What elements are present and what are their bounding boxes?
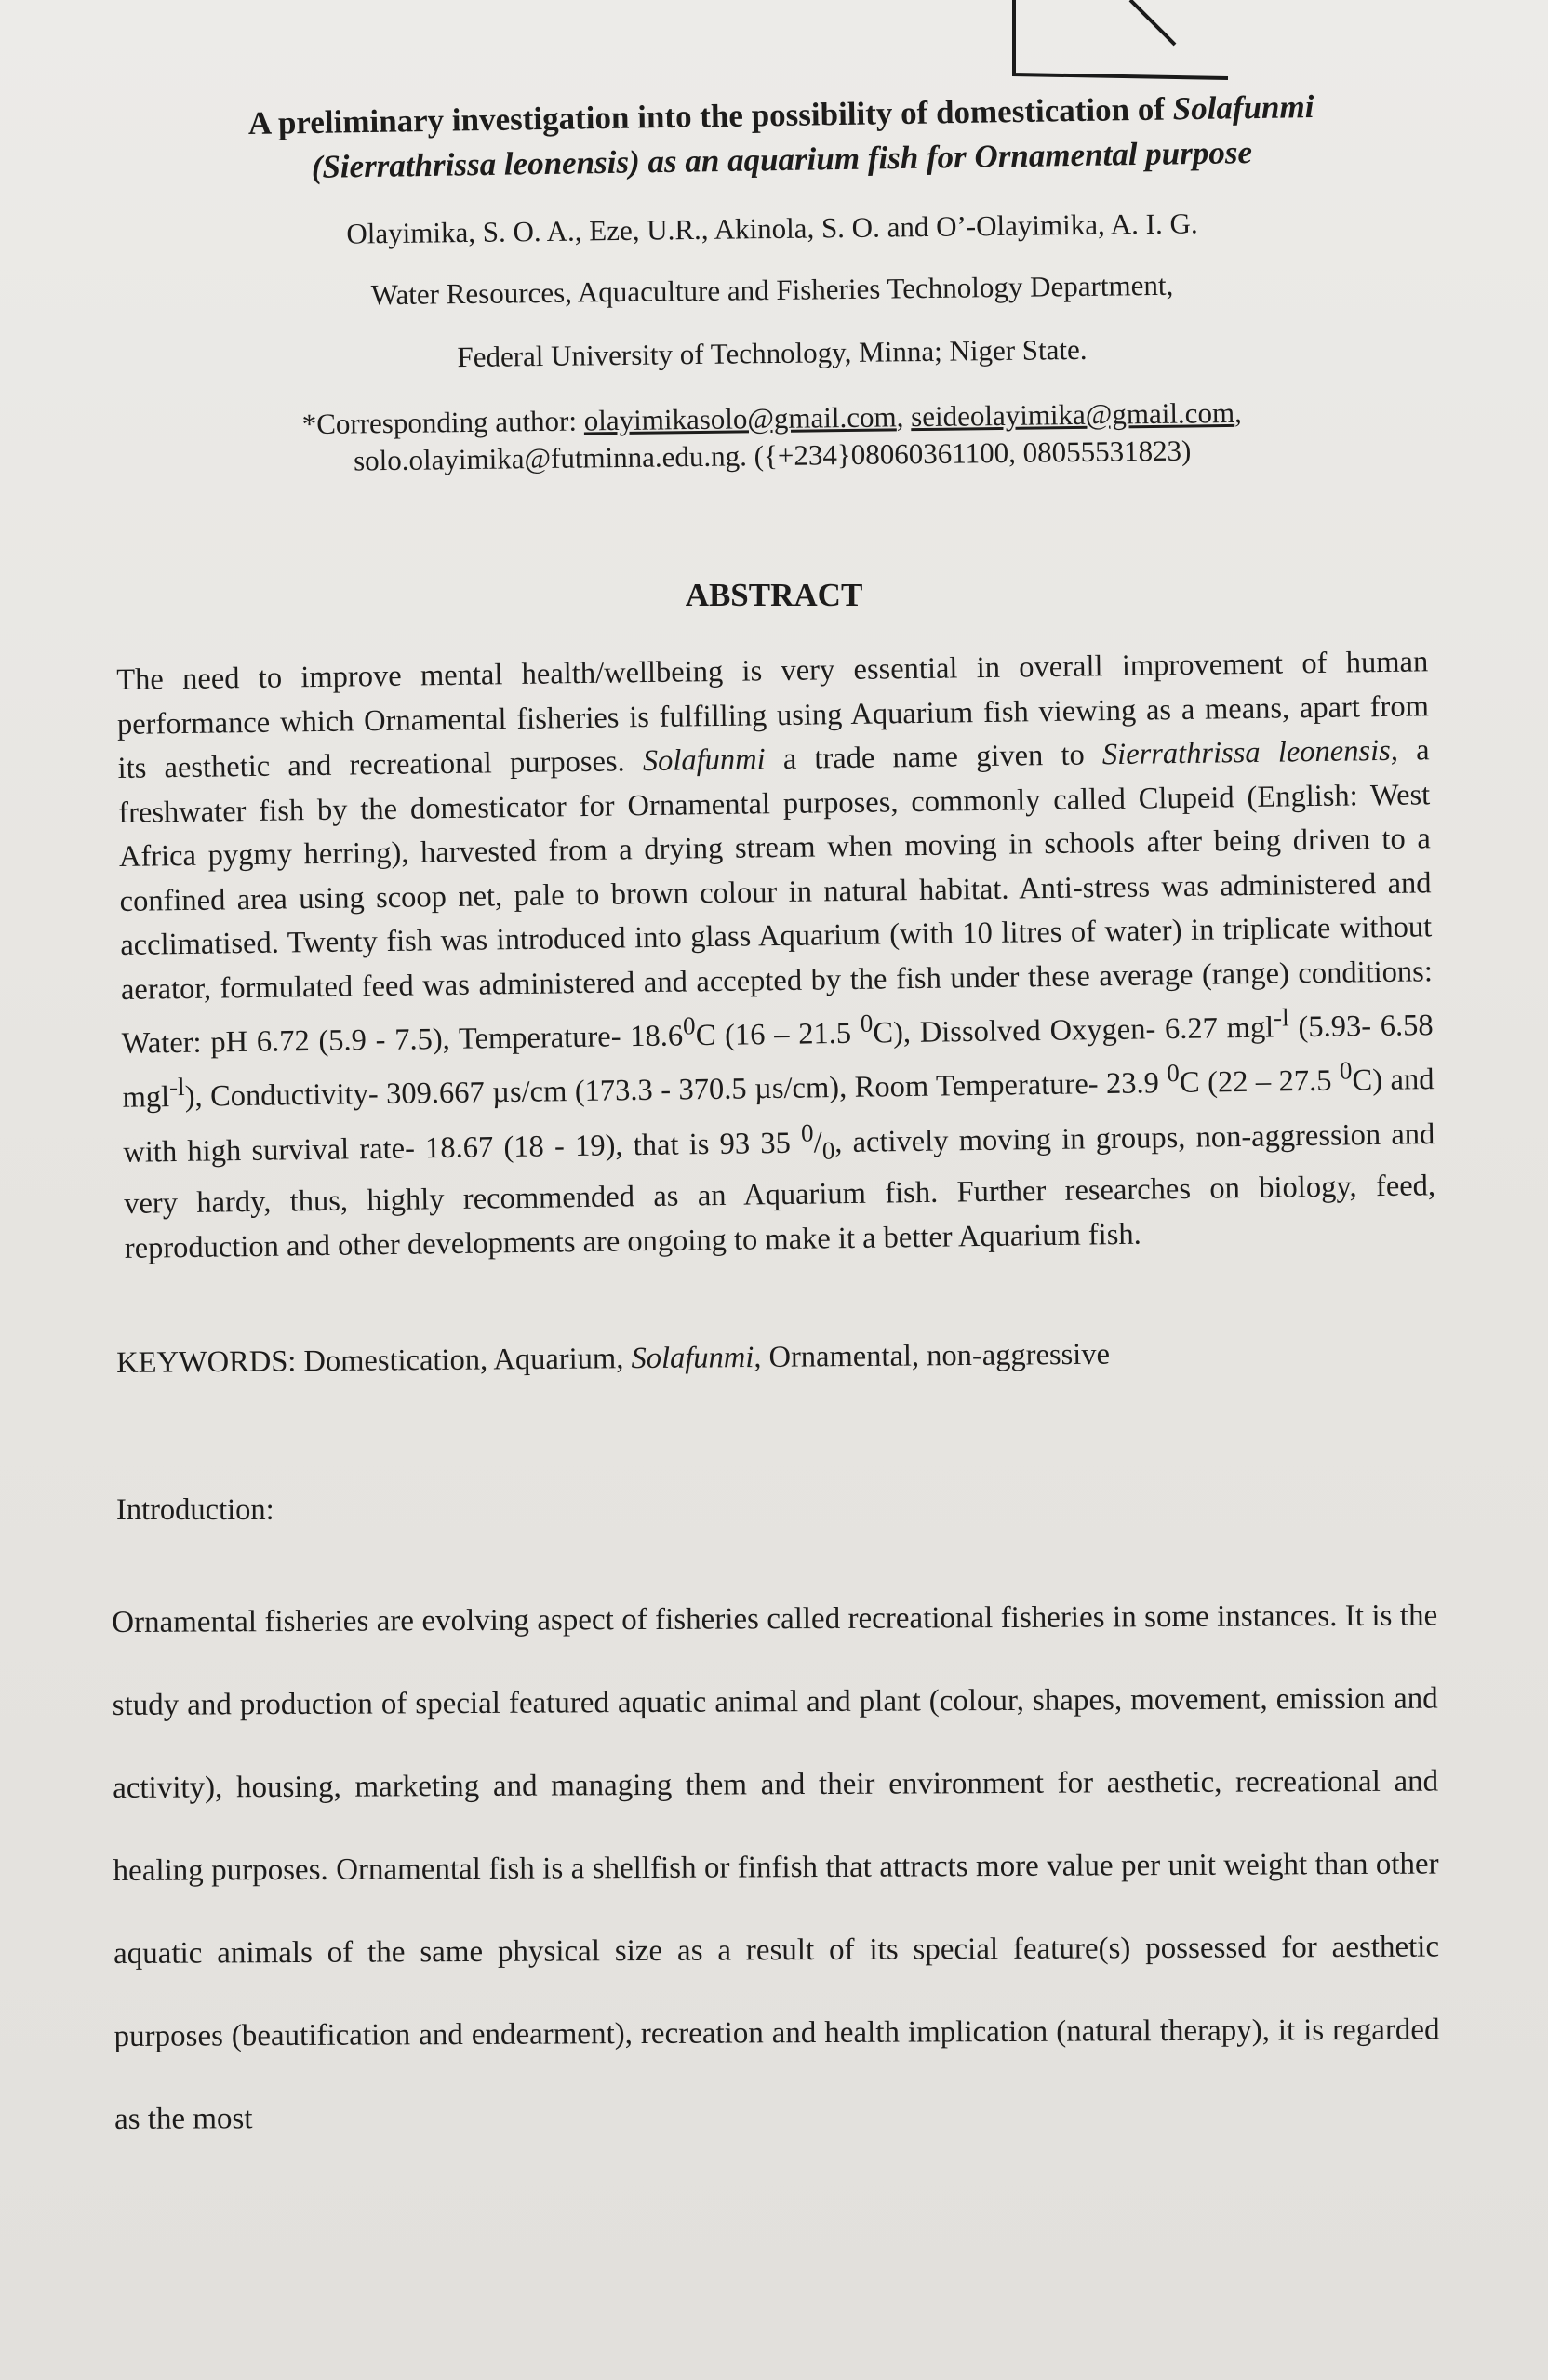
affiliation-line-1: Water Resources, Aquaculture and Fisheries Technology Department, <box>370 268 1174 312</box>
keyword-trade-name: Solafunmi, <box>631 1340 762 1376</box>
keywords-line <box>116 1336 1326 1381</box>
separator: , <box>1234 395 1243 429</box>
email-3: solo.olayimika@futminna.edu.ng. <box>353 439 748 477</box>
email-link-2[interactable]: seideolayimika@gmail.com <box>910 395 1235 434</box>
title-trade-name: Solafunmi <box>1172 88 1314 127</box>
title-text-1: A preliminary investigation into the possibility of domestication of <box>247 90 1173 141</box>
abstract-heading: ABSTRACT <box>685 577 863 613</box>
separator: , <box>896 400 912 434</box>
keywords-label: KEYWORDS: Domestication, Aquarium, <box>116 1342 632 1380</box>
affiliation-line-2: Federal University of Technology, Minna; Niger State. <box>457 332 1088 374</box>
introduction-body: Ornamental fisheries are evolving aspect of fisheries called recreational fisheries in some instances. It is the study and production of special featured aquatic animal and plant (colour, shapes, movement, emission and activity), housing, marketing and managing them and their environment for aesthetic, recreational and healing purposes. Ornamental fish is a shellfish or finfish that attracts more value per unit weight than other aquatic animals of the same physical size as a result of its special feature(s) possessed for aesthetic purposes (beautification and endearment), recreation and health implication (natural therapy), it is regarded as the most <box>112 1598 1440 2136</box>
introduction-heading: Introduction: <box>116 1493 274 1527</box>
title-text-2: (Sierrathrissa leonensis) as an aquarium fish for Ornamental purpose <box>311 134 1253 185</box>
author-list: Olayimika, S. O. A., Eze, U.R., Akinola, S. O. and O’-Olayimika, A. I. G. <box>346 207 1198 250</box>
paper-title <box>129 83 1433 193</box>
abstract-body: The need to improve mental health/wellbeing is very essential in overall improvement of human performance which Ornamental fisheries is fulfilling using Aquarium fish viewing as a means, apart from its aesthetic and recreational purposes. Solafunmi a trade name given to Sierrathrissa leonensis, a freshwater fish by the domesticator for Ornamental purposes, commonly called Clupeid (English: West Africa pygmy herring), harvested from a drying stream when moving in schools after being driven to a confined area using scoop net, pale to brown colour in natural habitat. Anti-stress was administered and acclimatised. Twenty fish was introduced into glass Aquarium (with 10 litres of water) in triplicate without aerator, formulated feed was administered and accepted by the fish under these average (range) conditions: Water: pH 6.72 (5.9 - 7.5), Temperature- 18.6$^0$C (16 – 21.5 $^0$C), Dissolved Oxygen- 6.27 mgl$^{-l}$ (5.93- 6.58 mgl$^{-l}$), Conductivity- 309.667 µs/cm (173.3 - 370.5 µs/cm), Room Temperature- 23.9 $^0$C (22 – 27.5 $^0$C) and with high survival rate- 18.67 (18 - 19), that is 93 35 $^0/_0$, actively moving in groups, non-aggression and very hardy, thus, highly recommended as an Aquarium fish. Further researches on biology, feed, reproduction and other developments are ongoing to make it a better Aquarium fish. <box>116 645 1436 1265</box>
pen-mark-icon <box>1009 0 1237 82</box>
email-link-1[interactable]: olayimikasolo@gmail.com <box>583 400 897 437</box>
corresponding-label: *Corresponding author: <box>301 404 584 441</box>
corresponding-author <box>140 393 1406 483</box>
keywords-rest: Ornamental, non-aggressive <box>761 1337 1111 1374</box>
phone-numbers: ({+234}08060361100, 08055531823) <box>746 434 1192 473</box>
